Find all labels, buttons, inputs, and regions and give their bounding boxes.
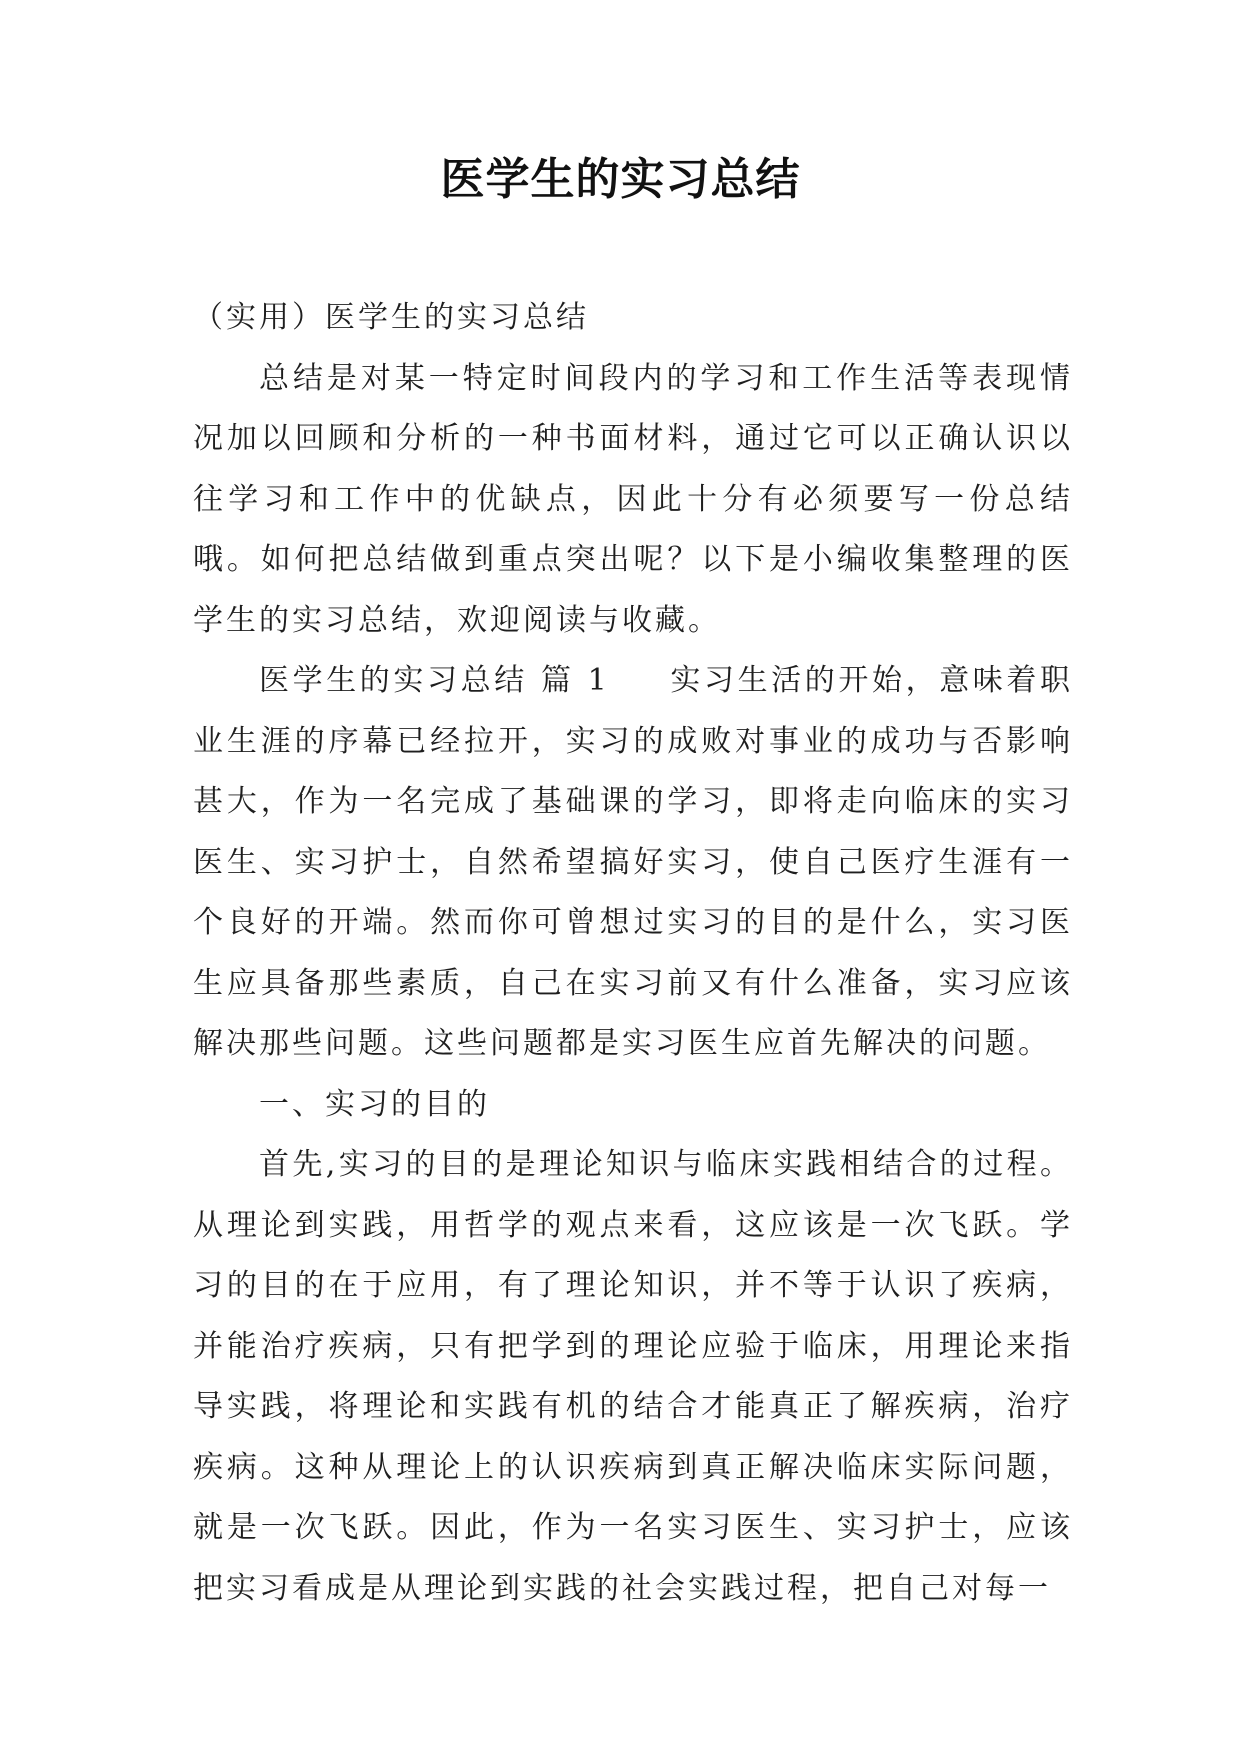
part1-paragraph [193, 651, 1073, 1075]
section1-heading: 一、实习的目的 [259, 1086, 490, 1122]
section1-paragraph: 首先,实习的目的是理论知识与临床实践相结合的过程。从理论到实践，用哲学的观点来看，这应该是一次飞跃。学习的目的在于应用，有了理论知识，并不等于认识了疾病，并能治疗疾病，只有把学到的理论应验于临床，用理论来指导实践，将理论和实践有机的结合才能真正了解疾病，治疗疾病。这种从理论上的认识疾病到真正解决临床实际问题，就是一次飞跃。因此，作为一名实习医生、实习护士，应该把实习看成是从理论到实践的社会实践过程，把自己对每一 [193, 1147, 1073, 1606]
part1-text: 实习生活的开始，意味着职业生涯的序幕已经拉开，实习的成败对事业的成功与否影响甚大，作为一名完成了基础课的学习，即将走向临床的实习医生、实习护士，自然希望搞好实习，使自己医疗生涯有一个良好的开端。然而你可曾想过实习的目的是什么，实习医生应具备那些素质，自己在实习前又有什么准备，实习应该解决那些问题。这些问题都是实习医生应首先解决的问题。 [193, 663, 1073, 1061]
document-subtitle: （实用）医学生的实习总结 [193, 300, 589, 335]
document-body [193, 288, 1073, 1619]
intro-paragraph: 总结是对某一特定时间段内的学习和工作生活等表现情况加以回顾和分析的一种书面材料，通过它可以正确认识以往学习和工作中的优缺点，因此十分有必须要写一份总结哦。如何把总结做到重点突出呢？以下是小编收集整理的医学生的实习总结，欢迎阅读与收藏。 [193, 360, 1073, 638]
part-label: 医学生的实习总结 篇 1 [259, 663, 610, 698]
document-title: 医学生的实习总结 [440, 154, 801, 205]
